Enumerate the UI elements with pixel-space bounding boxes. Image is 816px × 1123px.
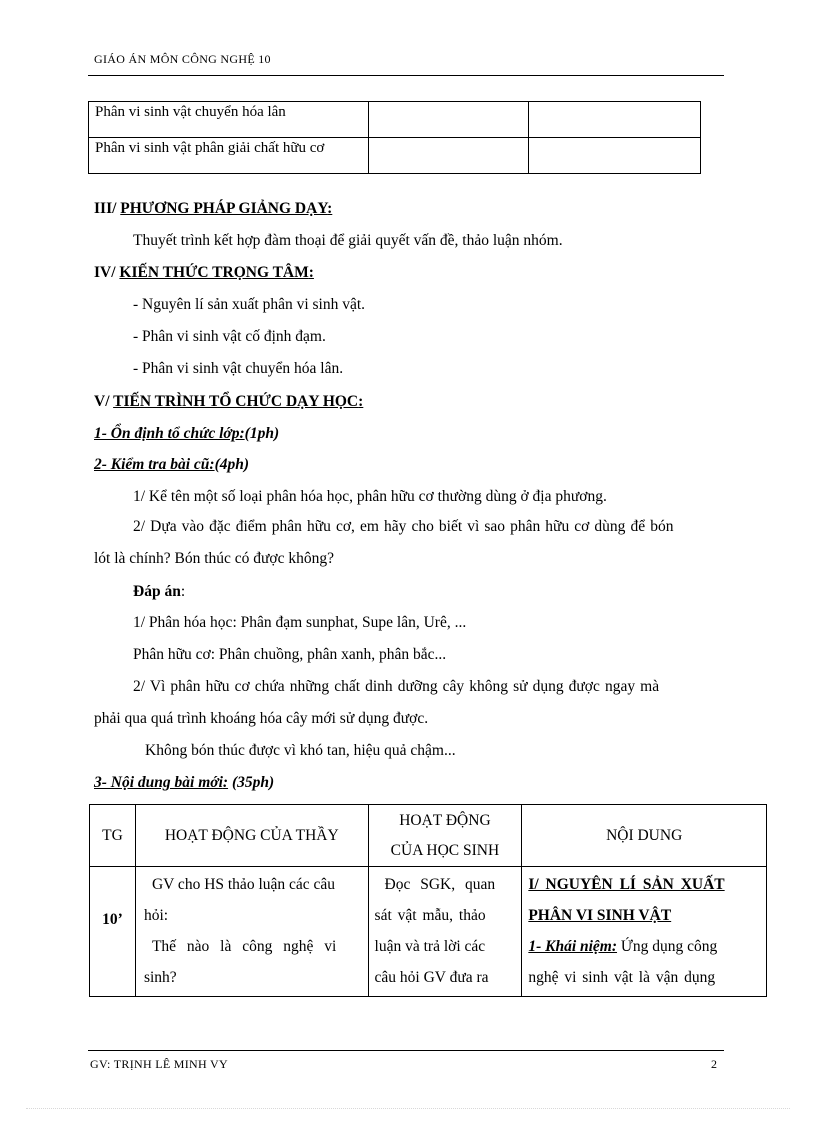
- question-2-line-2: lót là chính? Bón thúc có được không?: [94, 550, 335, 567]
- teacher-activity-cell: [135, 867, 368, 997]
- cell-line: nghệ vi sinh vật là vận dụng: [528, 969, 716, 986]
- table-cell: [368, 138, 529, 174]
- content-cell: [522, 867, 767, 997]
- time-value: 10’: [102, 911, 123, 928]
- step-3-heading: [94, 774, 274, 792]
- footer-teacher: GV: TRỊNH LÊ MINH VY: [90, 1057, 228, 1071]
- student-activity-cell: [368, 867, 522, 997]
- section-3-heading: [94, 200, 332, 218]
- section-colon: :: [308, 264, 314, 281]
- teaching-method-text: Thuyết trình kết hợp đàm thoại để giải quyết vấn đề, thảo luận nhóm.: [133, 232, 563, 249]
- page-edge: [26, 1108, 790, 1109]
- cell-line: [528, 900, 760, 931]
- answer-heading: [133, 583, 185, 601]
- table-header-row: [90, 805, 767, 867]
- cell-line: hỏi:: [143, 907, 169, 924]
- page-number: 2: [711, 1057, 717, 1071]
- step-label: 1- Ổn định tổ chức lớp:: [94, 425, 245, 442]
- answer-label: Đáp án: [133, 583, 181, 600]
- section-title: KIẾN THỨC TRỌNG TÂM: [119, 264, 309, 281]
- content-section-title: I/ NGUYÊN LÍ SẢN XUẤT: [528, 876, 725, 893]
- section-number: III/: [94, 200, 121, 217]
- cell-line: Thế nào là công nghệ vi: [151, 938, 337, 955]
- table-cell: Phân vi sinh vật phân giải chất hữu cơ: [89, 138, 369, 174]
- table-row: [89, 138, 701, 174]
- step-colon: :: [222, 774, 229, 791]
- concept-text: Ứng dụng công: [617, 938, 718, 955]
- step-time: (1ph): [244, 425, 280, 442]
- table-cell: [368, 102, 529, 138]
- page-header: GIÁO ÁN MÔN CÔNG NGHỆ 10: [94, 52, 271, 66]
- step-time: (4ph): [214, 456, 250, 473]
- footer-rule: [88, 1050, 724, 1051]
- answer-2-line-1: 2/ Vì phân hữu cơ chứa những chất dinh dưỡng cây không sử dụng được ngay mà: [133, 678, 660, 695]
- step-time: (35ph): [228, 774, 275, 791]
- answer-1b: Phân hữu cơ: Phân chuồng, phân xanh, phân bắc...: [133, 646, 447, 663]
- header-time: TG: [90, 805, 136, 867]
- cell-line: [528, 869, 760, 900]
- step-1-heading: [94, 425, 279, 443]
- section-title: TIẾN TRÌNH TỔ CHỨC DẠY HỌC: [113, 393, 359, 410]
- list-item: - Phân vi sinh vật chuyển hóa lân.: [133, 360, 344, 377]
- section-colon: :: [358, 393, 364, 410]
- table-row: [90, 867, 767, 997]
- time-cell: [90, 867, 136, 997]
- table-cell: Phân vi sinh vật chuyển hóa lân: [89, 102, 369, 138]
- list-item: - Phân vi sinh vật cố định đạm.: [133, 328, 326, 345]
- cell-line: Đọc SGK, quan: [384, 876, 496, 893]
- table-cell: [529, 102, 701, 138]
- table-row: [89, 102, 701, 138]
- cell-line: luận và trả lời các: [374, 938, 486, 955]
- list-item: - Nguyên lí sản xuất phân vi sinh vật.: [133, 296, 366, 313]
- cell-line: sát vật mẫu, thảo: [374, 907, 486, 924]
- header-content: NỘI DUNG: [522, 805, 767, 867]
- answer-3: Không bón thúc được vì khó tan, hiệu quả chậm...: [145, 742, 456, 759]
- section-5-heading: [94, 393, 363, 411]
- section-number: V/: [94, 393, 114, 410]
- content-section-title-2: PHÂN VI SINH VẬT: [528, 907, 672, 924]
- header-teacher-activity: HOẠT ĐỘNG CỦA THẦY: [135, 805, 368, 867]
- header-rule: [88, 75, 724, 76]
- cell-line: GV cho HS thảo luận các câu: [151, 876, 336, 893]
- header-student-activity: [368, 805, 522, 867]
- cell-line: câu hỏi GV đưa ra: [374, 969, 489, 986]
- section-number: IV/: [94, 264, 120, 281]
- header-line: HOẠT ĐỘNG: [399, 811, 491, 829]
- cell-line: [528, 931, 760, 962]
- fertilizer-table: [88, 101, 701, 174]
- concept-label: 1- Khái niệm:: [528, 938, 618, 955]
- step-label: 3- Nội dung bài mới: [94, 774, 223, 791]
- cell-line: sinh?: [143, 969, 177, 986]
- answer-1: 1/ Phân hóa học: Phân đạm sunphat, Supe lân, Urê, ...: [133, 614, 467, 631]
- step-label: 2- Kiểm tra bài cũ:: [94, 456, 215, 473]
- question-2-line-1: 2/ Dựa vào đặc điểm phân hữu cơ, em hãy cho biết vì sao phân hữu cơ dùng để bón: [133, 518, 674, 535]
- section-colon: :: [327, 200, 333, 217]
- lesson-plan-table: [89, 804, 767, 997]
- question-1: 1/ Kể tên một số loại phân hóa học, phân hữu cơ thường dùng ở địa phương.: [133, 488, 607, 505]
- step-2-heading: [94, 456, 249, 474]
- answer-2-line-2: phải qua quá trình khoáng hóa cây mới sử dụng được.: [94, 710, 429, 727]
- answer-colon: :: [180, 583, 186, 600]
- section-4-heading: [94, 264, 314, 282]
- table-cell: [529, 138, 701, 174]
- section-title: PHƯƠNG PHÁP GIẢNG DẠY: [120, 200, 328, 217]
- header-line: CỦA HỌC SINH: [390, 841, 500, 859]
